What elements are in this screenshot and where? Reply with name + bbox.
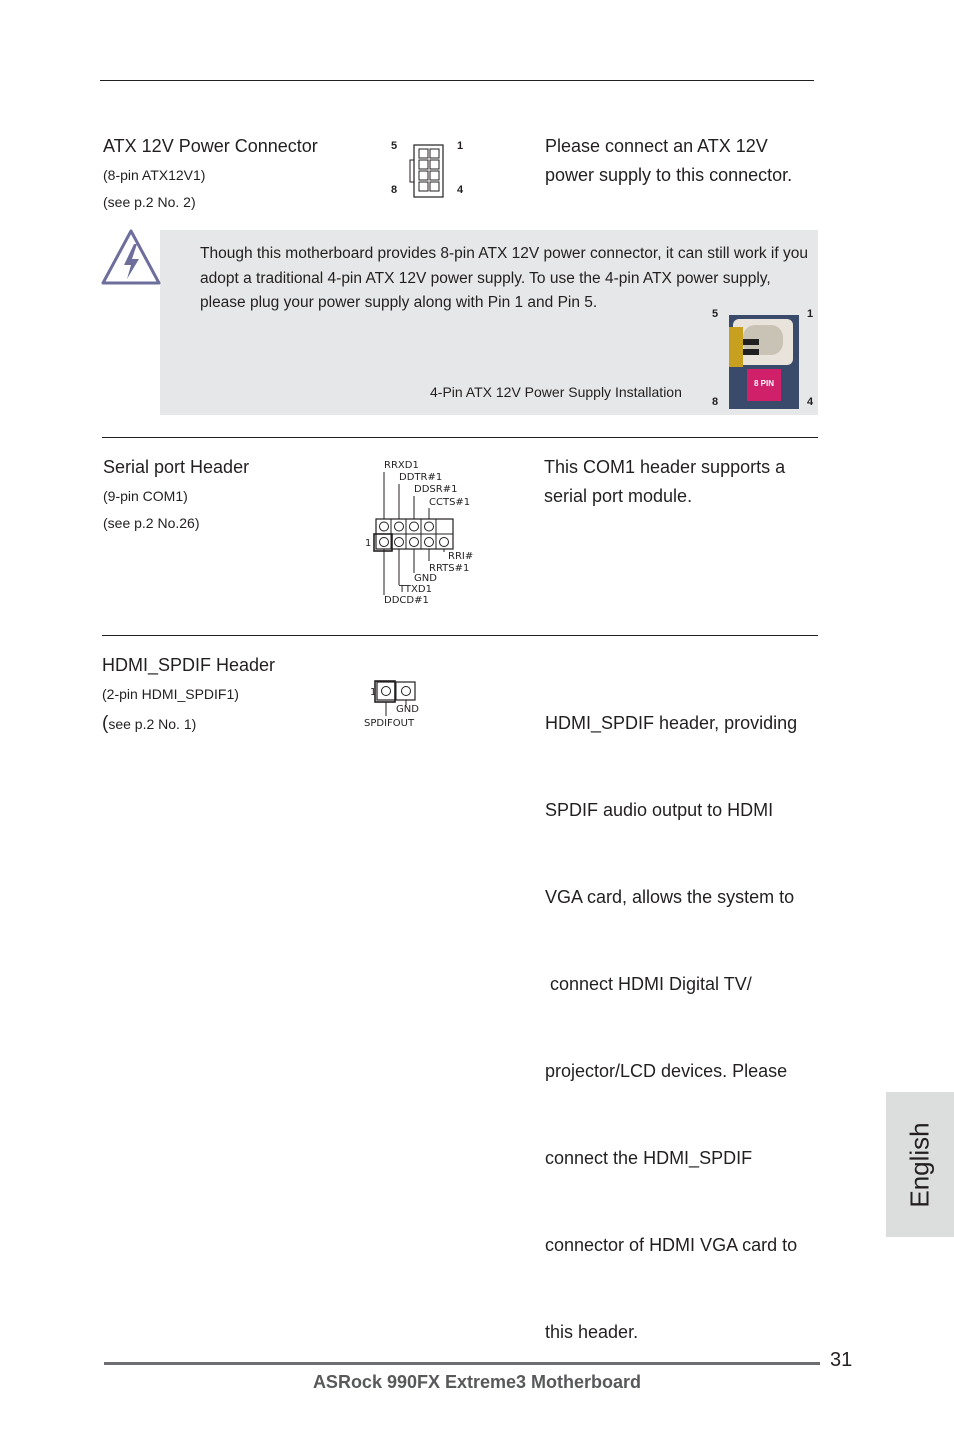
photo-pin-8: 8 [712,396,719,408]
atx-connector-icon [409,144,445,198]
serial-header-diagram [360,455,480,610]
psu-plug-photo [729,315,799,409]
atx-pin-4: 4 [457,184,464,196]
hdmi-ref-text: see p.2 No. 1) [108,716,197,732]
caution-caption: 4-Pin ATX 12V Power Supply Installation [430,384,682,400]
serial-ref: (see p.2 No.26) [103,515,200,531]
serial-title: Serial port Header [103,457,250,477]
page-number: 31 [830,1349,853,1371]
hdmi-ref-paren: ( [102,713,109,734]
atx-connector-diagram [385,136,475,202]
footer-bar [104,1362,820,1365]
top-rule [100,80,814,81]
serial-pin1-label: 1 [365,538,372,549]
warning-lightning-icon [100,228,162,286]
caution-text: Though this motherboard provides 8-pin ATX 12V power connector, it can still work if you adopt a traditional 4-pin ATX 12V power supply. To use the 4-pin ATX power supply, please plug your power supply along with Pin 1 and Pin 5. [200,245,808,311]
serial-description: This COM1 header supports a serial port module. [544,457,786,506]
hdmi-pin1-label: 1 [370,687,377,698]
serial-label-gnd: GND [414,573,437,584]
atx-pin-8: 8 [391,184,398,196]
hdmi-title: HDMI_SPDIF Header [102,655,276,675]
serial-label-ddsr1: DDSR#1 [414,484,458,495]
serial-pin-info: (9-pin COM1) [103,488,188,504]
atx-pin-5: 5 [391,140,398,152]
hdmi-pin-info: (2-pin HDMI_SPDIF1) [102,686,239,702]
atx-pin-info: (8-pin ATX12V1) [103,167,206,183]
atx-ref: (see p.2 No. 2) [103,194,196,210]
serial-label-rrxd1: RRXD1 [384,460,419,471]
photo-pin-1: 1 [807,308,814,320]
serial-label-ddcd1: DDCD#1 [384,595,429,606]
serial-label-rrts1: RRTS#1 [429,563,470,574]
hdmi-description: HDMI_SPDIF header, providing SPDIF audio output to HDMI VGA card, allows the system to connect HDMI Digital TV/ projector/LCD devices. Please connect the HDMI_SPDIF connector of HDMI VGA card to this header. [545,713,798,1342]
photo-pin-5: 5 [712,308,719,320]
serial-label-ttxd1: TTXD1 [399,584,432,595]
atx-pin-1: 1 [457,140,464,152]
serial-label-rri: RRI# [448,551,474,562]
language-tab [886,1092,954,1237]
atx-title: ATX 12V Power Connector [103,136,318,156]
hdmi-spdif-header-diagram [360,678,430,732]
rule-serial [102,437,818,438]
caution-photo [705,307,820,411]
photo-8pin-label: 8 PIN [753,379,774,388]
hdmi-label-spdifout: SPDIFOUT [364,718,415,729]
hdmi-label-gnd: GND [396,704,419,715]
footer-title: ASRock 990FX Extreme3 Motherboard [312,1372,642,1392]
photo-pin-4: 4 [807,396,814,408]
language-tab-label: English [904,1121,935,1208]
serial-label-ccts1: CCTS#1 [429,497,471,508]
serial-label-ddtr1: DDTR#1 [399,472,443,483]
rule-hdmi [102,635,818,636]
atx-description: Please connect an ATX 12V power supply to this connector. [545,136,793,185]
hdmi-ref [102,713,196,735]
